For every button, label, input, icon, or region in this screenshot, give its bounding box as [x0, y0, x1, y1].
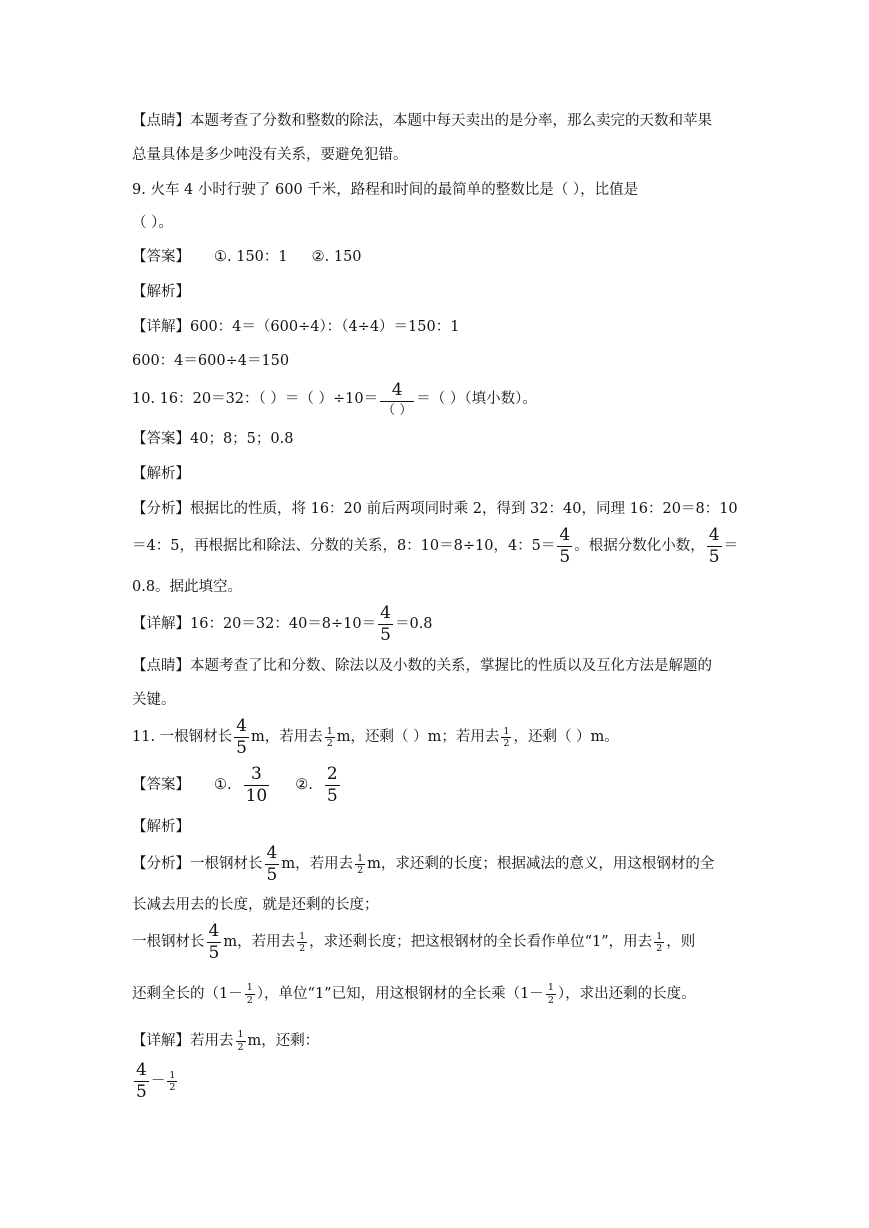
question-9: 9. 火车 4 小时行驶了 600 千米，路程和时间的最简单的整数比是（ ），比值是 [132, 182, 639, 198]
answer-line: 【答案】40；8；5；0.8 [132, 431, 294, 447]
fraction: $\frac{1}{2}$ [237, 1029, 244, 1053]
fraction: $\frac{4}{5}$ [380, 603, 391, 645]
question-10: 10. 16：20＝32：（ ）＝（ ）÷10＝ $\frac{4}{( )}$ ＝（ ）（填小数）。 [132, 380, 537, 418]
fraction: $\frac{2}{5}$ [326, 764, 338, 806]
text-line: 【解析】 [132, 284, 190, 300]
answer-line: 【答案】 ①. $\frac{3}{10}$ ②. $\frac{2}{5}$ [132, 764, 338, 806]
answer-line: 【答案】 ①. 150：1 ②. 150 [132, 249, 362, 265]
fraction: $\frac{1}{2}$ [503, 725, 510, 749]
fraction: $\frac{4}{5}$ [236, 716, 247, 758]
text-line: 【分析】一根钢材长 $\frac{4}{5}$ m，若用去 $\frac{1}{2}$ m，求还剩的长度；根据减法的意义，用这根钢材的全 [132, 843, 715, 885]
text-line: 【点睛】本题考查了比和分数、除法以及小数的关系，掌握比的性质以及互化方法是解题的 [132, 658, 712, 674]
fraction: $\frac{1}{2}$ [357, 852, 364, 876]
fraction: $\frac{4}{5}$ [208, 921, 220, 963]
text-line: ＝4：5，再根据比和除法、分数的关系，8：10＝8÷10，4：5＝ $\frac{4}{5}$ 。根据分数化小数， $\frac{4}{5}$ ＝ [132, 525, 739, 567]
text-line: 长减去用去的长度，就是还剩的长度； [132, 897, 379, 913]
text-line: 【详解】16：20＝32：40＝8÷10＝ $\frac{4}{5}$ ＝0.8 [132, 603, 433, 645]
text-line: 【详解】600：4＝（600÷4）：（4÷4）＝150：1 [132, 319, 460, 335]
fraction: $\frac{4}{5}$ [136, 1060, 147, 1102]
text-line: 【解析】 [132, 466, 190, 482]
question-11: 11. 一根钢材长 $\frac{4}{5}$ m，若用去 $\frac{1}{2}$ m，还剩（ ）m；若用去 $\frac{1}{2}$ ，还剩（ ）m。 [132, 716, 619, 758]
fraction: $\frac{1}{2}$ [169, 1069, 176, 1093]
text-line: 总量具体是多少吨没有关系，要避免犯错。 [132, 147, 408, 163]
fraction: $\frac{1}{2}$ [299, 930, 306, 954]
text-line: （ ）。 [132, 215, 173, 231]
fraction: $\frac{1}{2}$ [656, 930, 663, 954]
fraction: $\frac{4}{( )}$ [382, 380, 413, 418]
text-line: 【点睛】本题考查了分数和整数的除法，本题中每天卖出的是分率，那么卖完的天数和苹果 [132, 113, 712, 129]
text-line: 还剩全长的（1－ $\frac{1}{2}$ ），单位“1”已知，用这根钢材的全长乘（1－ $\frac{1}{2}$ ），求出还剩的长度。 [132, 982, 696, 1006]
fraction: $\frac{3}{10}$ [245, 764, 268, 806]
text-line: 一根钢材长 $\frac{4}{5}$ m，若用去 $\frac{1}{2}$ ，求还剩长度；把这根钢材的全长看作单位“1”，用去 $\frac{1}{2}$ ，则 [132, 921, 696, 963]
fraction: $\frac{1}{2}$ [547, 982, 554, 1006]
text-line: 【详解】若用去 $\frac{1}{2}$ m，还剩： [132, 1029, 320, 1053]
fraction: $\frac{4}{5}$ [708, 525, 720, 567]
text-line: 【解析】 [132, 819, 190, 835]
fraction: $\frac{4}{5}$ [266, 843, 278, 885]
fraction: $\frac{4}{5}$ [559, 525, 571, 567]
text-line: 【分析】根据比的性质，将 16：20 前后两项同时乘 2，得到 32：40，同理 16：20＝8：10 [132, 501, 738, 517]
text-line: 600：4＝600÷4＝150 [132, 353, 290, 369]
fraction: $\frac{1}{2}$ [246, 982, 253, 1006]
text-line: 关键。 [132, 692, 176, 708]
text-line: $\frac{4}{5}$ － $\frac{1}{2}$ [136, 1060, 176, 1102]
text-line: 0.8。据此填空。 [132, 579, 243, 595]
fraction: $\frac{1}{2}$ [326, 725, 333, 749]
